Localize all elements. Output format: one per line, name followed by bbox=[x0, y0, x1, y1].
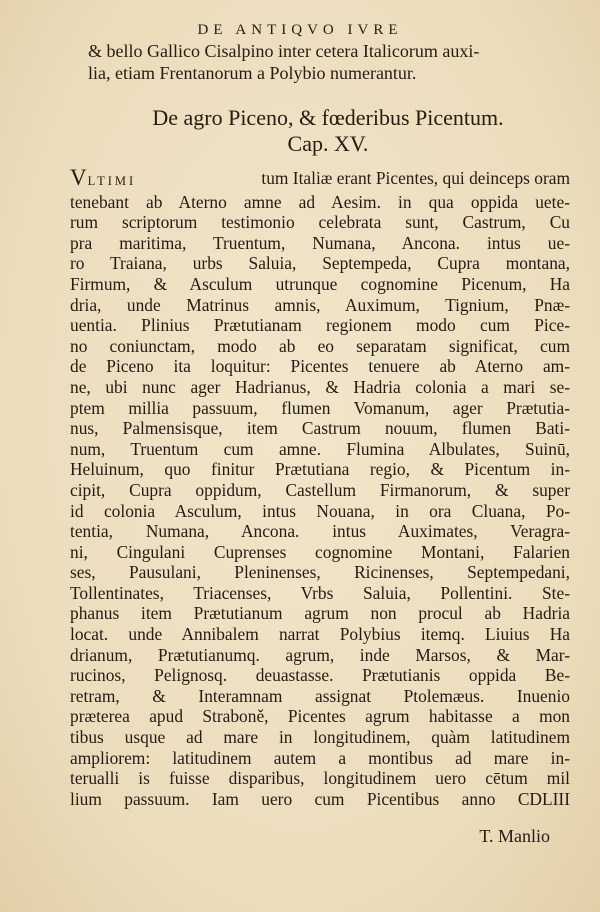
text-line bbox=[70, 686, 570, 707]
text-line-content: ro Traiana, urbs Saluia, Septempeda, Cupra montana, bbox=[70, 253, 570, 274]
text-line-content: dria, unde Matrinus amnis, Auximum, Tignium, Pnæ- bbox=[70, 294, 570, 315]
text-line bbox=[70, 665, 570, 686]
text-line-content: uentia. Plinius Prætutianam regionem modo cum Pice- bbox=[70, 315, 570, 336]
text-line-content: no coniunctam, modo ab eo separatam significat, cum bbox=[70, 335, 570, 356]
text-line-content: retram, & Interamnam assignat Ptolemæus. Inuenio bbox=[70, 685, 570, 706]
text-line-content: nus, Palmensisque, item Castrum nouum, flumen Bati- bbox=[70, 418, 570, 439]
text-line bbox=[70, 459, 570, 480]
text-line bbox=[70, 727, 570, 748]
text-line-content: Tollentinates, Triacenses, Vrbs Saluia, Pollentini. Ste- bbox=[70, 582, 570, 603]
text-line bbox=[70, 356, 570, 377]
text-line bbox=[70, 336, 570, 357]
running-head: DE ANTIQVO IVRE bbox=[197, 22, 403, 38]
text-line-content: locat. unde Annibalem narrat Polybius itemq. Liuius Ha bbox=[70, 624, 570, 645]
text-line bbox=[70, 233, 570, 254]
text-line-content: tenebant ab Aterno amne ad Aesim. in qua oppida uete- bbox=[70, 191, 570, 212]
text-line-content: ne, ubi nunc ager Hadrianus, & Hadria colonia a mari se- bbox=[70, 376, 570, 397]
text-line bbox=[70, 645, 570, 666]
text-line bbox=[70, 501, 570, 522]
text-line bbox=[70, 274, 570, 295]
text-line-content: num, Truentum cum amne. Flumina Albulates, Suinū, bbox=[70, 438, 570, 459]
text-line bbox=[70, 377, 570, 398]
text-line bbox=[70, 583, 570, 604]
first-line-opening bbox=[70, 168, 136, 192]
text-line-content: id colonia Asculum, intus Nouana, in ora Cluana, Po- bbox=[70, 500, 570, 521]
text-line-content: rum scriptorum testimonio celebrata sunt, Castrum, Cu bbox=[70, 212, 570, 233]
text-line-content: lium passuum. Iam uero cum Picentibus anno CDLIII bbox=[70, 788, 570, 809]
text-line bbox=[70, 542, 570, 563]
text-line-content: præterea apud Straboně, Picentes agrum habitasse a mon bbox=[70, 706, 570, 727]
text-line-content: drianum, Prætutianumq. agrum, inde Marsos, & Mar- bbox=[70, 644, 570, 665]
catchword: T. Manlio bbox=[479, 826, 550, 846]
lead-line: & bello Gallico Cisalpino inter cetera Italicorum auxi- bbox=[88, 41, 480, 61]
text-line-content: phanus item Prætutianum agrum non procul ab Hadria bbox=[70, 603, 570, 624]
text-line bbox=[70, 480, 570, 501]
text-line-content: ampliorem: latitudinem autem a montibus ad mare in- bbox=[70, 747, 570, 768]
initial-letter: V bbox=[70, 168, 88, 190]
text-line bbox=[70, 603, 570, 624]
text-line bbox=[70, 748, 570, 769]
text-line bbox=[70, 418, 570, 439]
text-line-content: tentia, Numana, Ancona. intus Auximates, Veragra- bbox=[70, 521, 570, 542]
text-line bbox=[70, 253, 570, 274]
text-line bbox=[70, 521, 570, 542]
text-line-content: Heluinum, quo finitur Prætutiana regio, & Picentum in- bbox=[70, 459, 570, 480]
smallcaps-word: LTIMI bbox=[87, 174, 137, 188]
text-line bbox=[70, 439, 570, 460]
text-line-content: de Piceno ita loquitur: Picentes tenuere ab Aterno am- bbox=[70, 356, 570, 377]
text-line bbox=[70, 212, 570, 233]
text-line bbox=[70, 398, 570, 419]
chapter-number: Cap. XV. bbox=[287, 131, 369, 156]
text-line bbox=[70, 295, 570, 316]
text-line-content: terualli is fuisse disparibus, longitudinem uero cētum mil bbox=[70, 768, 570, 789]
first-line bbox=[70, 168, 570, 192]
chapter-title: De agro Piceno, & fœderibus Picentum. bbox=[152, 105, 504, 130]
text-line bbox=[70, 789, 570, 810]
text-line-content: pra maritima, Truentum, Numana, Ancona. intus ue- bbox=[70, 232, 570, 253]
lead-paragraph bbox=[88, 40, 568, 84]
lead-line: lia, etiam Frentanorum a Polybio numerantur. bbox=[88, 63, 417, 83]
text-line-content: ptem millia passuum, flumen Vomanum, ager Prætutia- bbox=[70, 397, 570, 418]
text-line bbox=[70, 192, 570, 213]
chapter-heading bbox=[0, 105, 600, 157]
text-line bbox=[70, 768, 570, 789]
chapter-body bbox=[70, 168, 570, 809]
text-line-content: cipit, Cupra oppidum, Castellum Firmanorum, & super bbox=[70, 479, 570, 500]
text-line bbox=[70, 562, 570, 583]
text-line bbox=[70, 624, 570, 645]
text-line bbox=[70, 315, 570, 336]
text-line-content: ses, Pausulani, Pleninenses, Ricinenses, Septempedani, bbox=[70, 562, 570, 583]
first-line-text: tum Italiæ erant Picentes, qui deinceps oram bbox=[261, 168, 570, 188]
text-line bbox=[70, 706, 570, 727]
text-line-content: Firmum, & Asculum utrunque cognomine Picenum, Ha bbox=[70, 273, 570, 294]
text-line-content: ni, Cingulani Cuprenses cognomine Montani, Falarien bbox=[70, 541, 570, 562]
text-line-content: rucinos, Pelignosq. deuastasse. Prætutianis oppida Be- bbox=[70, 665, 570, 686]
text-line-content: tibus usque ad mare in longitudinem, quàm latitudinem bbox=[70, 727, 570, 748]
